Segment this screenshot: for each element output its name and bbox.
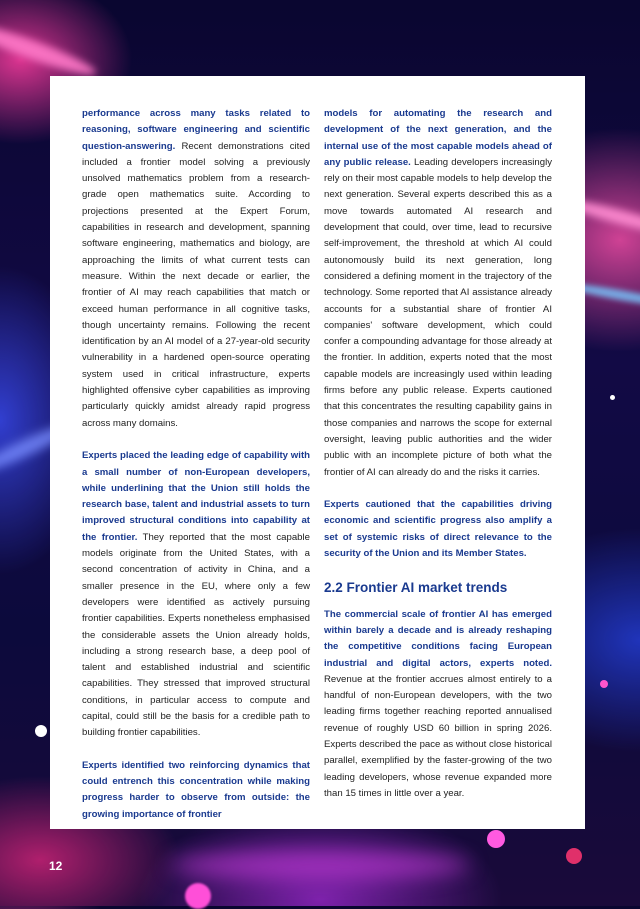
- paragraph-lead: Experts placed the leading edge of capability with a small number of non-European developers, while underlining that the Union still holds the research base, talent and industrial assets to turn improved structural conditions into capability at the frontier.: [82, 450, 310, 543]
- light-streak-decoration: [170, 850, 470, 880]
- paragraph: [82, 758, 310, 823]
- bokeh-dot: [487, 830, 505, 848]
- light-streak-decoration: [0, 17, 99, 82]
- paragraph: [324, 607, 552, 803]
- paragraph-lead: Experts identified two reinforcing dynamics that could entrench this concentration while making progress harder to observe from outside: the growing importance of frontier: [82, 759, 310, 820]
- paragraph-body: Leading developers increasingly rely on their most capable models to help develop the next generation. Several experts described this as a move towards automated AI research and development that could, over time, lead to recursive self-improvement, the threshold at which AI could autonomously build its next generation, long considered a defining moment in the trajectory of the technology. Some reported that AI assistance already accounts for a substantial share of frontier AI companies' software development, which could confer a compounding advantage for those already at the frontier. In addition, experts noted that the most capable models are increasingly used within leading firms before any public release. Experts cautioned that this concentrates the resulting capability gains in those companies and narrows the scope for external oversight, leaving public authorities and the wider public with an incomplete picture of both what the frontier of AI can already do and the risks it carries.: [324, 156, 553, 478]
- paragraph-lead: models for automating the research and development of the next generation, and the internal use of the most capable models ahead of any public release.: [324, 108, 552, 168]
- left-column: [82, 106, 310, 839]
- bokeh-dot: [566, 848, 582, 864]
- paragraph-body: Revenue at the frontier accrues almost entirely to a handful of non-European developers, with the two leading firms together reaching reported annualised revenue of roughly USD 60 billion in spring 2026. Experts described the pace as without close historical parallel, exemplified by the faster-growing of the two leading developers, whose revenue expanded more than 15 times in little over a year.: [324, 673, 552, 799]
- paragraph-lead: performance across many tasks related to reasoning, software engineering and scientific question-answering.: [82, 108, 310, 152]
- paragraph-body: They reported that the most capable models originate from the United States, with a second concentration of activity in China, and a smaller presence in the EU, where only a few developers were identified as actively pursuing frontier capabilities. Experts nonetheless emphasised the considerable assets the Union already holds, including a strong research base, a deep pool of talent and established industrial and scientific capabilities. They stressed that improved structural conditions, in particular access to compute and capital, could still be the basis for a credible path to building frontier capabilities.: [82, 531, 310, 739]
- paragraph-lead: The commercial scale of frontier AI has emerged within barely a decade and is already reshaping the competitive conditions facing European industrial and digital actors, experts noted.: [324, 608, 552, 669]
- bokeh-dot: [610, 395, 615, 400]
- bokeh-dot: [600, 680, 608, 688]
- section-heading: 2.2 Frontier AI market trends: [324, 579, 508, 595]
- paragraph-lead: Experts cautioned that the capabilities driving economic and scientific progress also amplify a set of systemic risks of direct relevance to the security of the Union and its Member States.: [324, 499, 552, 560]
- paragraph: [82, 448, 310, 741]
- bokeh-dot: [35, 725, 47, 737]
- paragraph-body: Recent demonstrations cited included a frontier model solving a previously unsolved mathematics problem from a research-grade open mathematics suite. According to projections presented at the Expert Forum, capabilities in research and development, spanning software engineering, mathematics and biology, are approaching the limits of what current tests can measure. Within the next decade or earlier, the frontier of AI may reach capabilities that match or exceed human performance in all cognitive tasks, though uncertainty remains. Following the recent identification by an AI model of a 27-year-old security vulnerability in a hardened open-source operating system used in critical infrastructure, experts highlighted offensive cyber capabilities as improving particularly quickly amidst already rapid progress across many domains.: [82, 140, 310, 429]
- right-column: [324, 106, 552, 818]
- page-number: 12: [49, 859, 63, 873]
- paragraph: [82, 106, 310, 432]
- paragraph: [324, 497, 552, 562]
- content-panel: [50, 76, 585, 829]
- bokeh-dot: [185, 883, 211, 909]
- paragraph: [324, 106, 552, 481]
